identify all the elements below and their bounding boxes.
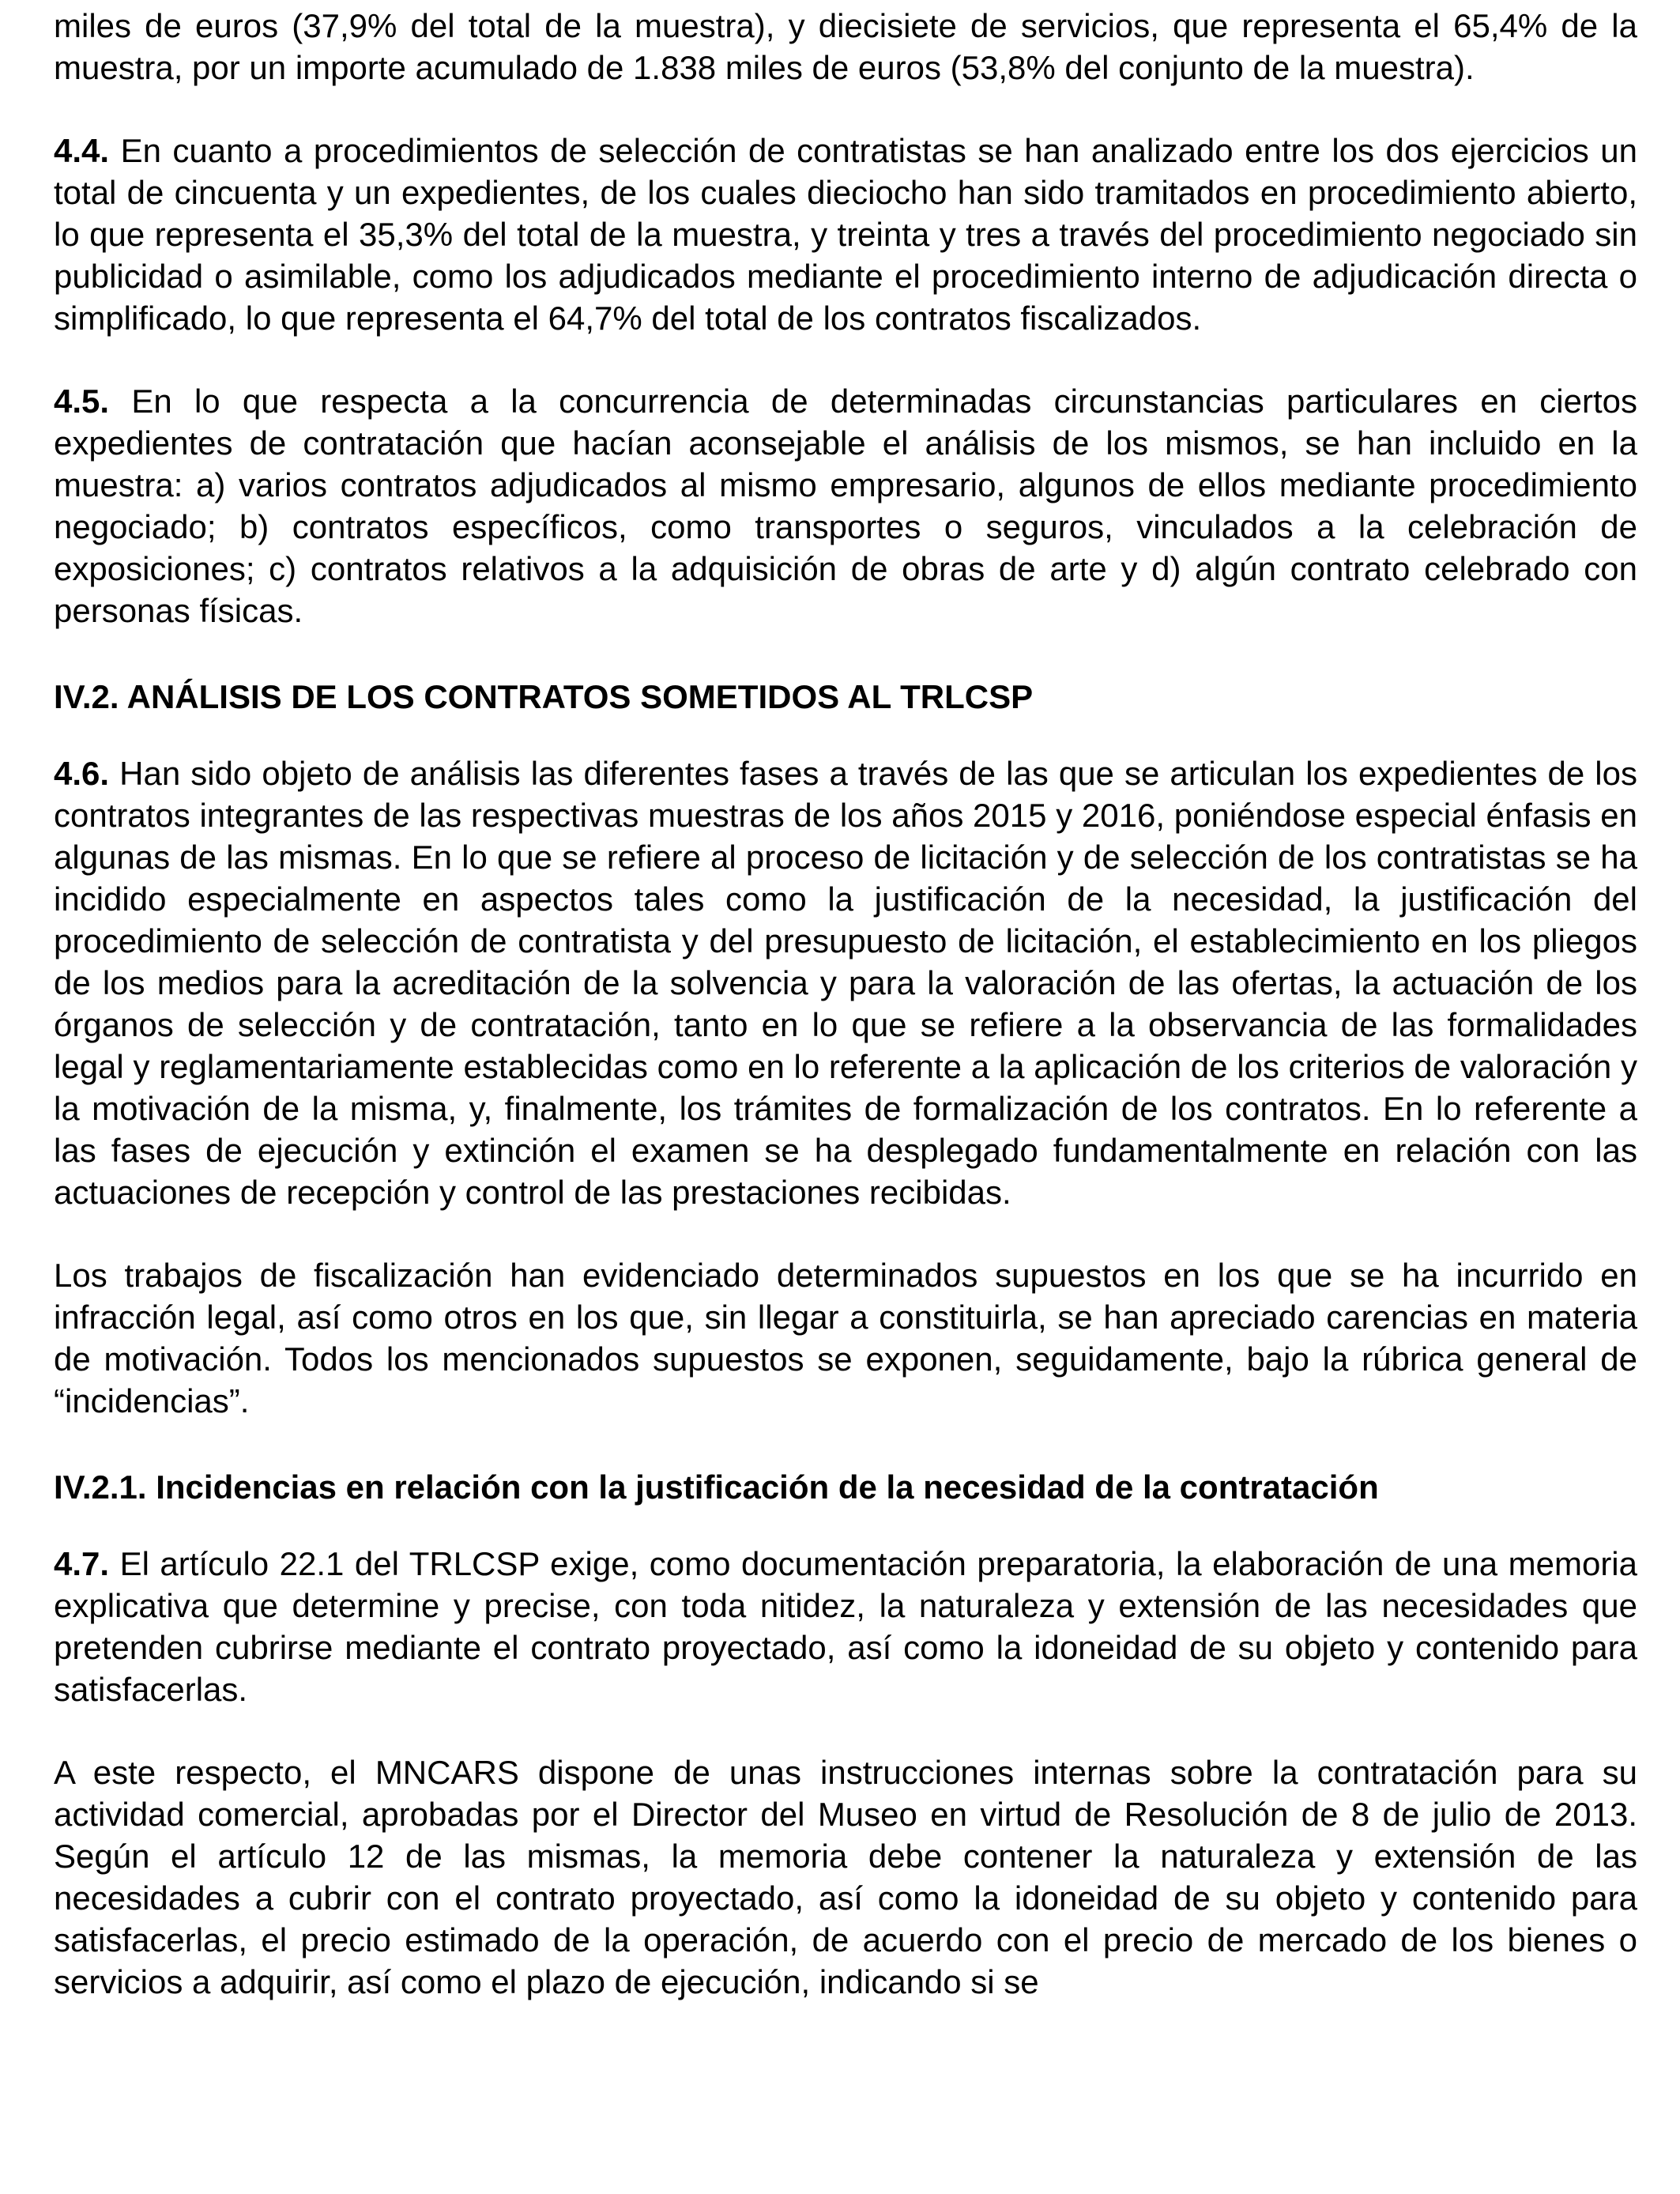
paragraph-number: 4.7.	[54, 1545, 110, 1582]
paragraph-number: 4.6.	[54, 755, 110, 792]
paragraph-number: 4.5.	[54, 383, 110, 420]
paragraph-text: El artículo 22.1 del TRLCSP exige, como documentación preparatoria, la elaboración de una memoria explicativa que determine y precise, con toda nitidez, la naturaleza y extensión de las necesidades que pretenden cubrirse mediante el contrato proyectado, así como la idoneidad de su objeto y contenido para satisfacerlas.	[54, 1545, 1637, 1708]
paragraph-4-6	[54, 752, 1637, 1213]
paragraph-4-5	[54, 380, 1637, 631]
section-heading-iv-2: IV.2. ANÁLISIS DE LOS CONTRATOS SOMETIDOS AL TRLCSP	[54, 678, 1034, 715]
paragraph-continuation: miles de euros (37,9% del total de la muestra), y diecisiete de servicios, que representa el 65,4% de la muestra, por un importe acumulado de 1.838 miles de euros (53,8% del conjunto de la muestra).	[54, 7, 1637, 86]
paragraph-4-7-continued: A este respecto, el MNCARS dispone de unas instrucciones internas sobre la contratación para su actividad comercial, aprobadas por el Director del Museo en virtud de Resolución de 8 de julio de 2013. Según el artículo 12 de las mismas, la memoria debe contener la naturaleza y extensión de las necesidades a cubrir con el contrato proyectado, así como la idoneidad de su objeto y contenido para satisfacerlas, el precio estimado de la operación, de acuerdo con el precio de mercado de los bienes o servicios a adquirir, así como el plazo de ejecución, indicando si se	[54, 1754, 1637, 2000]
section-heading-iv-2-1: IV.2.1. Incidencias en relación con la justificación de la necesidad de la contratación	[54, 1468, 1379, 1506]
paragraph-4-6-continued: Los trabajos de fiscalización han evidenciado determinados supuestos en los que se ha incurrido en infracción legal, así como otros en los que, sin llegar a constituirla, se han apreciado carencias en materia de motivación. Todos los mencionados supuestos se exponen, seguidamente, bajo la rúbrica general de “incidencias”.	[54, 1257, 1637, 1419]
document-page	[54, 5, 1637, 2003]
paragraph-text: En cuanto a procedimientos de selección de contratistas se han analizado entre los dos ejercicios un total de cincuenta y un expedientes, de los cuales dieciocho han sido tramitados en procedimiento abierto, lo que representa el 35,3% del total de la muestra, y treinta y tres a través del procedimiento negociado sin publicidad o asimilable, como los adjudicados mediante el procedimiento interno de adjudicación directa o simplificado, lo que representa el 64,7% del total de los contratos fiscalizados.	[54, 132, 1638, 337]
paragraph-text: Han sido objeto de análisis las diferentes fases a través de las que se articulan los expedientes de los contratos integrantes de las respectivas muestras de los años 2015 y 2016, poniéndose especial énfasis en algunas de las mismas. En lo que se refiere al proceso de licitación y de selección de los contratistas se ha incidido especialmente en aspectos tales como la justificación de la necesidad, la justificación del procedimiento de selección de contratista y del presupuesto de licitación, el establecimiento en los pliegos de los medios para la acreditación de la solvencia y para la valoración de las ofertas, la actuación de los órganos de selección y de contratación, tanto en lo que se refiere a la observancia de las formalidades legal y reglamentariamente establecidas como en lo referente a la aplicación de los criterios de valoración y la motivación de la misma, y, finalmente, los trámites de formalización de los contratos. En lo referente a las fases de ejecución y extinción el examen se ha desplegado fundamentalmente en relación con las actuaciones de recepción y control de las prestaciones recibidas.	[54, 755, 1637, 1211]
paragraph-4-7	[54, 1543, 1637, 1710]
paragraph-text: En lo que respecta a la concurrencia de determinadas circunstancias particulares en ciertos expedientes de contratación que hacían aconsejable el análisis de los mismos, se han incluido en la muestra: a) varios contratos adjudicados al mismo empresario, algunos de ellos mediante procedimiento negociado; b) contratos específicos, como transportes o seguros, vinculados a la celebración de exposiciones; c) contratos relativos a la adquisición de obras de arte y d) algún contrato celebrado con personas físicas.	[54, 383, 1638, 629]
paragraph-number: 4.4.	[54, 132, 110, 169]
paragraph-4-4	[54, 130, 1637, 339]
